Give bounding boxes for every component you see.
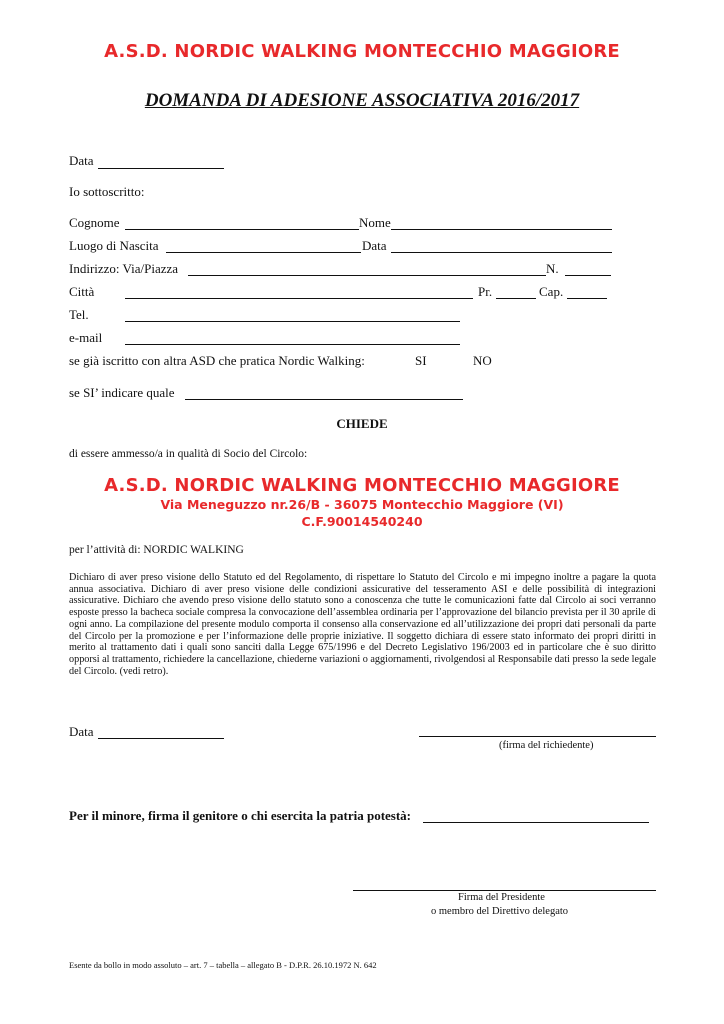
citta-label: Città	[69, 284, 95, 299]
se-si-label: se SI’ indicare quale	[69, 385, 175, 400]
cap-label: Cap.	[539, 284, 564, 299]
se-si-field[interactable]	[185, 399, 463, 400]
form-title: DOMANDA DI ADESIONE ASSOCIATIVA 2016/2017	[144, 90, 580, 111]
numero-field[interactable]	[565, 275, 611, 276]
association-title: A.S.D. NORDIC WALKING MONTECCHIO MAGGIORE	[104, 41, 620, 62]
tel-field[interactable]	[125, 321, 460, 322]
club-address: Via Meneguzzo nr.26/B - 36075 Montecchio Maggiore (VI)	[160, 497, 564, 512]
numero-label: N.	[546, 261, 559, 276]
email-label: e-mail	[69, 330, 103, 345]
footer-note: Esente da bollo in modo assoluto – art. 7 – tabella – allegato B - D.P.R. 26.10.1972 N. 642	[69, 960, 377, 970]
provincia-field[interactable]	[496, 298, 536, 299]
date-field[interactable]	[98, 168, 224, 169]
firma-presidente-line[interactable]	[353, 890, 656, 891]
email-field[interactable]	[125, 344, 460, 345]
activity-text: per l’attività di: NORDIC WALKING	[69, 544, 244, 556]
ammissione-text: di essere ammesso/a in qualità di Socio del Circolo:	[69, 448, 308, 460]
firma-presidente-label: Firma del Presidente	[458, 892, 545, 903]
si-option[interactable]: SI	[415, 353, 427, 368]
chiede-heading: CHIEDE	[336, 416, 388, 431]
citta-field[interactable]	[125, 298, 473, 299]
indirizzo-label: Indirizzo: Via/Piazza	[69, 261, 179, 276]
cognome-field[interactable]	[125, 229, 359, 230]
io-sottoscritto-label: Io sottoscritto:	[69, 184, 145, 199]
cap-field[interactable]	[567, 298, 607, 299]
data-nascita-label: Data	[362, 238, 387, 253]
club-name: A.S.D. NORDIC WALKING MONTECCHIO MAGGIORE	[104, 475, 620, 496]
firma-richiedente-label: (firma del richiedente)	[499, 740, 594, 751]
date-label: Data	[69, 153, 94, 168]
provincia-label: Pr.	[478, 284, 493, 299]
minore-label: Per il minore, firma il genitore o chi esercita la patria potestà:	[69, 808, 412, 823]
indirizzo-field[interactable]	[188, 275, 546, 276]
signature-date-field[interactable]	[98, 738, 224, 739]
signature-date-label: Data	[69, 724, 94, 739]
minore-signature-field[interactable]	[423, 822, 649, 823]
nome-label: Nome	[359, 215, 391, 230]
luogo-nascita-label: Luogo di Nascita	[69, 238, 159, 253]
no-option[interactable]: NO	[473, 353, 492, 368]
nome-field[interactable]	[391, 229, 612, 230]
declarations-text: Dichiaro di aver preso visione dello Statuto ed del Regolamento, di rispettare lo Statuto del Circolo e mi impegno inoltre a pagare la quota annua associativa. Dichiaro di aver preso visione delle condizioni assicurative del tesseramento ASI e delle possibilità di integrazioni assicurative. Dichiaro che avendo preso visione dello statuto sono a conoscenza che tutte le comunicazioni fatte dal Circolo ai soci verranno esposte presso la bacheca sociale compresa la convocazione dell’assemblea ordinaria per l’approvazione del bilancio prevista per il 30 aprile di ogni anno. La compilazione del presente modulo comporta il consenso alla conservazione ed all’utilizzazione dei propri dati personali da parte del Circolo per la promozione e per l’informazione delle proprie iniziative. Il soggetto dichiara di essere stato informato dei propri diritti in merito al trattamento dati i quali sono sanciti dalla Legge 675/1996 e del Decreto Legislativo 196/2003 ed in particolare che è suo diritto opporsi al trattamento, richiedere la cancellazione, chiederne variazioni o aggiornamenti, rivolgendosi al Responsabile dati presso la sede legale del Circolo. (vedi retro).	[69, 572, 656, 677]
cognome-label: Cognome	[69, 215, 120, 230]
data-nascita-field[interactable]	[391, 252, 612, 253]
membro-direttivo-label: o membro del Direttivo delegato	[431, 906, 569, 917]
club-tax-code: C.F.90014540240	[301, 514, 423, 529]
gia-iscritto-label: se già iscritto con altra ASD che pratica Nordic Walking:	[69, 353, 365, 368]
luogo-nascita-field[interactable]	[166, 252, 361, 253]
tel-label: Tel.	[69, 307, 89, 322]
firma-richiedente-line[interactable]	[419, 736, 656, 737]
